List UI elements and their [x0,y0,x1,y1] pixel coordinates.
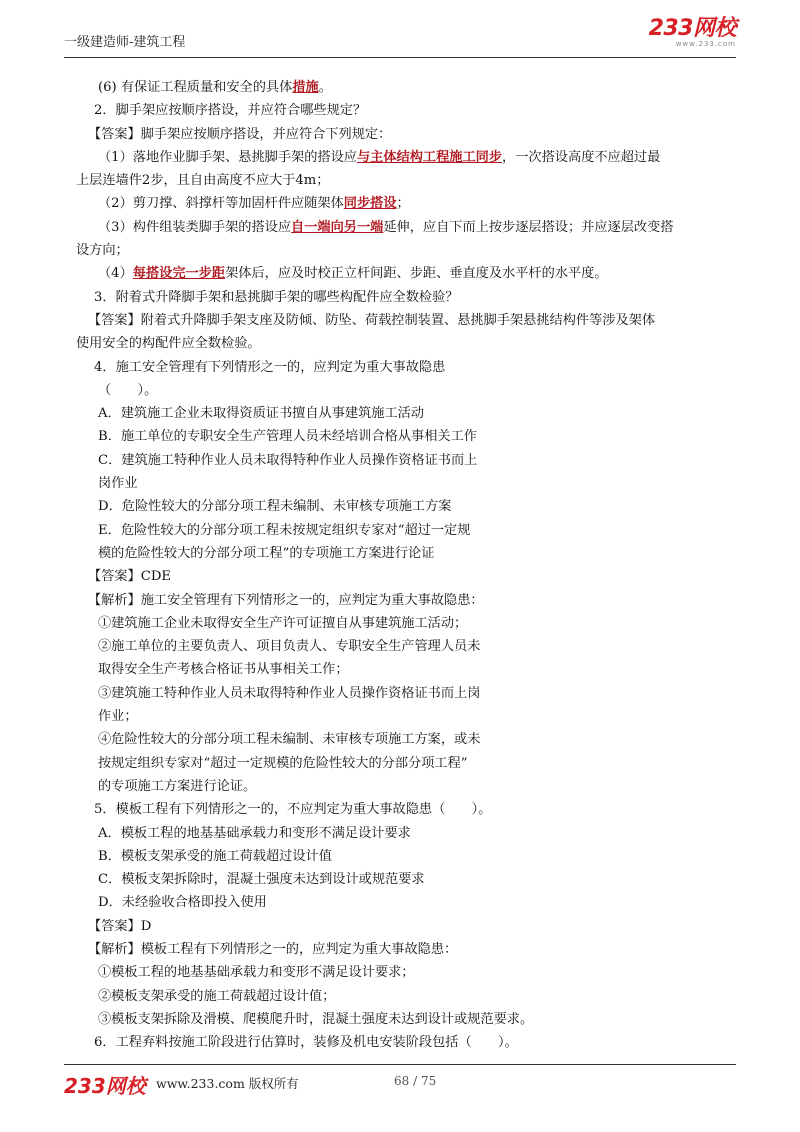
question-6: 6．工程弃料按施工阶段进行估算时，装修及机电安装阶段包括（ ）。 [94,1035,518,1051]
text-line: 的专项施工方案进行论证。 [98,778,257,794]
question-3: 3．附着式升降脚手架和悬挑脚手架的哪些构配件应全数检验？ [94,289,459,305]
answer-label: 【答案】CDE [88,569,172,585]
question-5: 5．模板工程有下列情形之一的，不应判定为重大事故隐患（ ）。 [94,802,492,818]
text-line: 岗作业 [98,476,138,492]
option-c: C．建筑施工特种作业人员未取得特种作业人员操作资格证书而上 [98,452,478,468]
option-b: B．模板支架承受的施工荷载超过设计值 [98,848,332,864]
text-line: ④危险性较大的分部分项工程未编制、未审核专项施工方案，或未 [98,732,481,748]
highlight-term: 措施 [292,80,319,95]
text-line: 按规定组织专家对“超过一定规模的危险性较大的分部分项工程” [98,755,468,771]
text-line: (6) 有保证工程质量和安全的具体措施。 [98,80,332,95]
text-line: 上层连墙件2步，且自由高度不应大于4m； [76,173,330,189]
text-line: 设方向； [76,243,129,259]
analysis-label: 【解析】施工安全管理有下列情形之一的，应判定为重大事故隐患： [88,592,484,608]
option-a: A．模板工程的地基基础承载力和变形不满足设计要求 [98,825,411,841]
text-line: ③模板支架拆除及滑模、爬模爬升时，混凝土强度未达到设计或规范要求。 [98,1011,534,1027]
option-c: C．模板支架拆除时，混凝土强度未达到设计或规范要求 [98,872,425,888]
option-d: D．危险性较大的分部分项工程未编制、未审核专项施工方案 [98,499,452,515]
answer-label: 【答案】脚手架应按顺序搭设，并应符合下列规定： [88,126,392,142]
question-4: 4．施工安全管理有下列情形之一的，应判定为重大事故隐患 [94,359,446,375]
header-title: 一级建造师-建筑工程 [64,35,186,50]
document-body [76,76,744,1054]
text-line: （4）每搭设完一步距架体后，应及时校正立杆间距、步距、垂直度及水平杆的水平度。 [98,266,608,282]
text-line: （1）落地作业脚手架、悬挑脚手架的搭设应与主体结构工程施工同步，一次搭设高度不应超过最 [98,149,661,165]
footer-divider [64,1064,736,1065]
text-line: 取得安全生产考核合格证书从事相关工作； [98,662,349,678]
brand-logo [649,18,736,48]
analysis-label: 【解析】模板工程有下列情形之一的，应判定为重大事故隐患： [88,941,458,957]
logo-text: 233网校 [648,16,736,41]
page-header [64,18,736,58]
blank-paren: （ ）。 [98,382,158,398]
highlight-term: 与主体结构工程施工同步 [356,149,503,165]
option-d: D．未经验收合格即投入使用 [98,895,267,911]
footer-copyright: www.233.com 版权所有 [156,1076,299,1091]
option-b: B．施工单位的专职安全生产管理人员未经培训合格从事相关工作 [98,429,477,445]
text-line: ①模板工程的地基基础承载力和变形不满足设计要求； [98,965,415,981]
page-footer [64,1064,736,1100]
answer-label: 【答案】D [88,918,152,934]
text-line: 作业； [98,709,138,725]
text-line: 使用安全的构配件应全数检验。 [76,336,261,352]
footer-logo: 233网校 [64,1074,146,1098]
highlight-term: 自一端向另一端 [291,219,384,235]
logo-url: www.233.com [675,40,736,48]
text-line: ①建筑施工企业未取得安全生产许可证擅自从事建筑施工活动； [98,615,468,631]
page-number: 68 / 75 [394,1074,437,1088]
text-line: ②施工单位的主要负责人、项目负责人、专职安全生产管理人员未 [98,639,481,655]
text-line: 模的危险性较大的分部分项工程”的专项施工方案进行论证 [98,545,435,561]
text-line: （3）构件组装类脚手架的搭设应自一端向另一端延伸，应自下而上按步逐层搭设；并应逐层改变搭 [98,219,674,235]
highlight-term: 同步搭设 [343,196,397,212]
highlight-term: 每搭设完一步距 [132,266,226,282]
option-e: E．危险性较大的分部分项工程未按规定组织专家对“超过一定规 [98,522,471,538]
text-line: ③建筑施工特种作业人员未取得特种作业人员操作资格证书而上岗 [98,685,481,701]
option-a: A．建筑施工企业未取得资质证书擅自从事建筑施工活动 [98,406,425,422]
question-2: 2．脚手架应按顺序搭设，并应符合哪些规定？ [94,103,367,119]
answer-text: 【答案】附着式升降脚手架支座及防倾、防坠、荷载控制装置、悬挑脚手架悬挑结构件等涉及架体 [88,312,656,328]
text-line: （2）剪刀撑、斜撑杆等加固杆件应随架体同步搭设； [98,196,410,212]
header-divider [64,57,736,58]
text-line: ②模板支架承受的施工荷载超过设计值； [98,988,336,1004]
